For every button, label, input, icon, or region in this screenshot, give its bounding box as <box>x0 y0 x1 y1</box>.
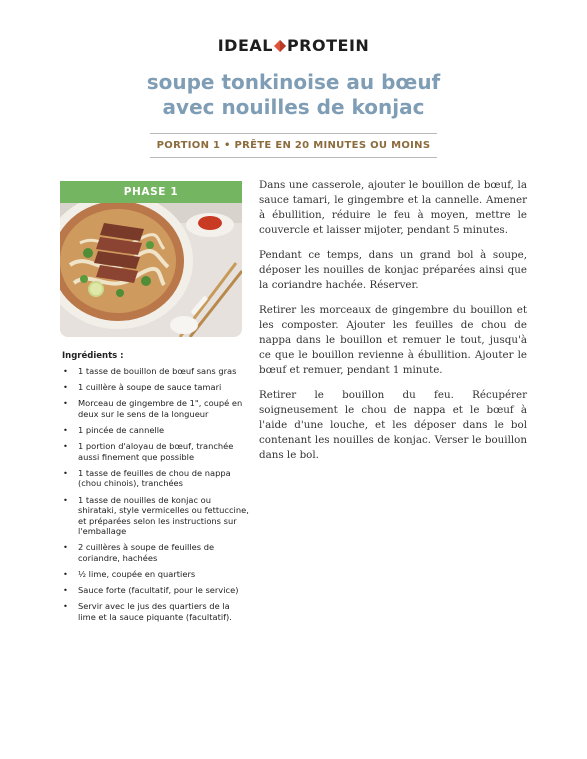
ingredient-item: • 1 tasse de bouillon de bœuf sans gras <box>60 366 250 377</box>
instructions <box>259 178 527 473</box>
recipe-title-line1: soupe tonkinoise au bœuf <box>146 70 441 94</box>
logo-word-ideal: IDEAL <box>217 36 273 55</box>
phase-badge: PHASE 1 <box>60 181 242 203</box>
ingredient-item: • Servir avec le jus des quartiers de la lime et la sauce piquante (facultatif). <box>60 601 250 622</box>
instruction-step: Dans une casserole, ajouter le bouillon de bœuf, la sauce tamari, le gingembre et la cannelle. Amener à ébullition, réduire le feu à moyen, mettre le couvercle et laisser mijoter, pendant 5 minutes. <box>259 179 527 236</box>
ingredient-item: • 2 cuillères à soupe de feuilles de coriandre, hachées <box>60 542 250 563</box>
recipe-title-line2: avec nouilles de konjac <box>162 95 425 119</box>
ingredient-item: • Morceau de gingembre de 1", coupé en deux sur le sens de la longueur <box>60 398 250 419</box>
recipe-photo <box>60 203 242 337</box>
ingredient-item: • 1 tasse de feuilles de chou de nappa (chou chinois), tranchées <box>60 468 250 489</box>
divider-top <box>150 133 437 134</box>
ingredient-item: • 1 cuillère à soupe de sauce tamari <box>60 382 250 393</box>
recipe-subtitle: PORTION 1 • PRÊTE EN 20 MINUTES OU MOINS <box>156 140 431 151</box>
ingredient-item: • 1 tasse de nouilles de konjac ou shirataki, style vermicelles ou fettuccine, et préparées selon les instructions sur l'emballage <box>60 495 250 537</box>
ingredient-item: • 1 pincée de cannelle <box>60 425 250 436</box>
instruction-step: Retirer les morceaux de gingembre du bouillon et les composter. Ajouter les feuilles de chou de nappa dans le bouillon et remuer le tout, jusqu'à ce que le bouillon revienne à ébullition. Ajouter le bœuf et remuer, pendant 1 minute. <box>259 304 527 376</box>
instruction-step: Pendant ce temps, dans un grand bol à soupe, déposer les nouilles de konjac préparées ainsi que la coriandre hachée. Réserver. <box>259 249 527 291</box>
ideal-protein-logo <box>0 36 587 55</box>
logo-word-protein: PROTEIN <box>286 36 370 55</box>
ingredient-item: • Sauce forte (facultatif, pour le service) <box>60 585 250 596</box>
ingredient-item: • ½ lime, coupée en quartiers <box>60 569 250 580</box>
recipe-title <box>0 70 587 120</box>
divider-bottom <box>150 157 437 158</box>
ingredients-list <box>60 366 250 628</box>
ingredients-heading: Ingrédients : <box>62 351 124 361</box>
instruction-step: Retirer le bouillon du feu. Récupérer soigneusement le chou de nappa et le bœuf à l'aide d'une louche, et les déposer dans le bol contenant les nouilles de konjac. Verser le bouillon dans le bol. <box>259 389 527 461</box>
ingredient-item: • 1 portion d'aloyau de bœuf, tranchée aussi finement que possible <box>60 441 250 462</box>
logo-diamond-icon <box>274 40 286 52</box>
soup-bowl-image <box>60 203 242 337</box>
